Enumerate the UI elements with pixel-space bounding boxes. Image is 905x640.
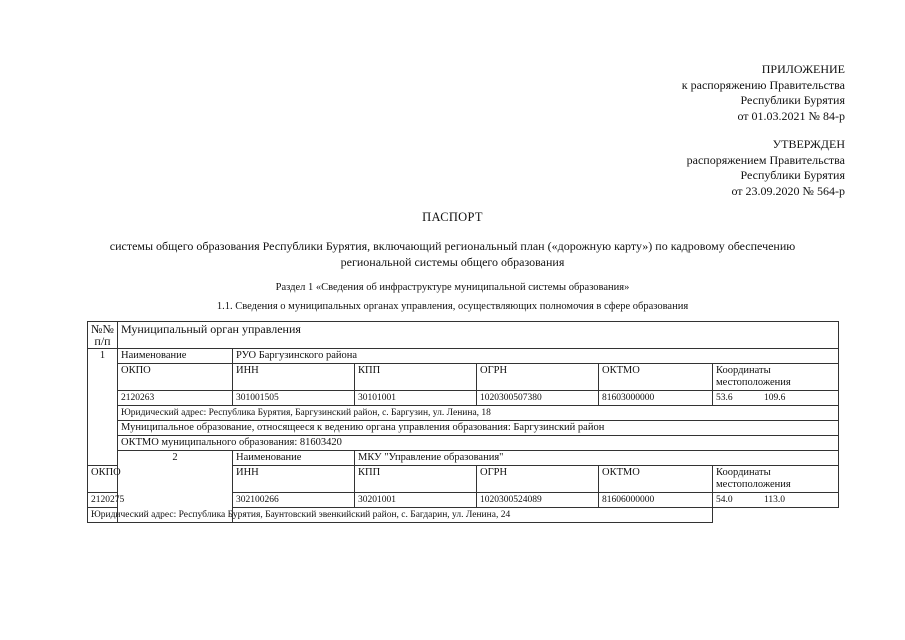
- coords-label-line: Координаты: [716, 467, 771, 478]
- kpp-value: 30201001: [355, 493, 477, 508]
- record-name: МКУ "Управление образования": [355, 451, 839, 466]
- appendix-line: Республики Бурятия: [740, 93, 845, 107]
- legal-address: Юридический адрес: Республика Бурятия, Баргузинский район, с. Баргузин, ул. Ленина, 18: [118, 406, 839, 421]
- table-row: [88, 421, 839, 436]
- header-num: №№: [91, 322, 114, 336]
- section-heading: Раздел 1 «Сведения об инфраструктуре муниципальной системы образования»: [275, 282, 630, 293]
- oktmo-value: 81603000000: [599, 391, 713, 406]
- inn-value: 301001505: [233, 391, 355, 406]
- table-row: [88, 406, 839, 421]
- name-label: Наименование: [118, 349, 233, 364]
- ogrn-value: 1020300524089: [477, 493, 599, 508]
- inn-label: ИНН: [233, 364, 355, 391]
- appendix-line: к распоряжению Правительства: [681, 77, 845, 92]
- ogrn-value: 1020300507380: [477, 391, 599, 406]
- appendix-title: ПРИЛОЖЕНИЕ: [761, 62, 845, 76]
- table-row: [88, 364, 839, 391]
- kpp-value: 30101001: [355, 391, 477, 406]
- header-num-cell: [88, 322, 118, 349]
- coords-label-line: местоположения: [716, 479, 791, 490]
- inn-value: 302100266: [233, 493, 355, 508]
- approved-line: Республики Бурятия: [740, 168, 845, 182]
- longitude: 113.0: [764, 495, 786, 505]
- okpo-label: ОКПО: [88, 466, 118, 493]
- approved-title: УТВЕРЖДЕН: [772, 137, 845, 151]
- kpp-label: КПП: [355, 364, 477, 391]
- oktmo-label: ОКТМО: [599, 466, 713, 493]
- record-num: 2: [118, 451, 233, 523]
- kpp-label: КПП: [355, 466, 477, 493]
- oktmo-municipality: ОКТМО муниципального образования: 81603420: [118, 436, 839, 451]
- passport-table: [87, 321, 839, 523]
- header-num-sub: п/п: [94, 334, 111, 348]
- coords-label-line: Координаты: [716, 365, 771, 376]
- document-subtitle: [0, 238, 905, 270]
- longitude: 109.6: [764, 393, 786, 403]
- table-row: [88, 349, 839, 364]
- okpo-label: ОКПО: [118, 364, 233, 391]
- okpo-value: 2120263: [118, 391, 233, 406]
- oktmo-label: ОКТМО: [599, 364, 713, 391]
- legal-address: Юридический адрес: Республика Бурятия, Баунтовский эвенкийский район, с. Багдарин, ул. Ленина, 24: [88, 508, 713, 523]
- header-org: Муниципальный орган управления: [118, 322, 839, 349]
- table-header-row: [88, 322, 839, 349]
- coords-value: [713, 493, 839, 508]
- oktmo-value: 81606000000: [599, 493, 713, 508]
- inn-label: ИНН: [233, 466, 355, 493]
- coords-value: [713, 391, 839, 406]
- table-row: [88, 436, 839, 451]
- latitude: 53.6: [716, 393, 733, 403]
- coords-label-line: местоположения: [716, 377, 791, 388]
- record-num: 1: [88, 349, 118, 466]
- name-label: Наименование: [233, 451, 355, 466]
- appendix-header: [682, 62, 845, 124]
- document-title: ПАСПОРТ: [422, 210, 483, 224]
- table-row: [88, 508, 839, 523]
- table-row: [88, 451, 839, 466]
- coords-label: [713, 466, 839, 493]
- subtitle-line: системы общего образования Республики Бурятия, включающий региональный план («дорожную карту») по кадровому обеспечению: [109, 239, 796, 253]
- approved-date: от 23.09.2020 № 564-р: [731, 183, 845, 198]
- approved-line: распоряжением Правительства: [686, 152, 845, 167]
- subsection-heading: 1.1. Сведения о муниципальных органах управления, осуществляющих полномочия в сфере образования: [216, 301, 689, 312]
- okpo-value: 2120275: [88, 493, 118, 508]
- municipality: Муниципальное образование, относящееся к ведению органа управления образования: Баргузинский район: [118, 421, 839, 436]
- appendix-date: от 01.03.2021 № 84-р: [737, 108, 845, 123]
- record-name: РУО Баргузинского района: [233, 349, 839, 364]
- coords-label: [713, 364, 839, 391]
- table-row: [88, 391, 839, 406]
- subtitle-line: региональной системы общего образования: [340, 255, 565, 269]
- ogrn-label: ОГРН: [477, 466, 599, 493]
- latitude: 54.0: [716, 495, 733, 505]
- approved-header: [687, 137, 845, 199]
- ogrn-label: ОГРН: [477, 364, 599, 391]
